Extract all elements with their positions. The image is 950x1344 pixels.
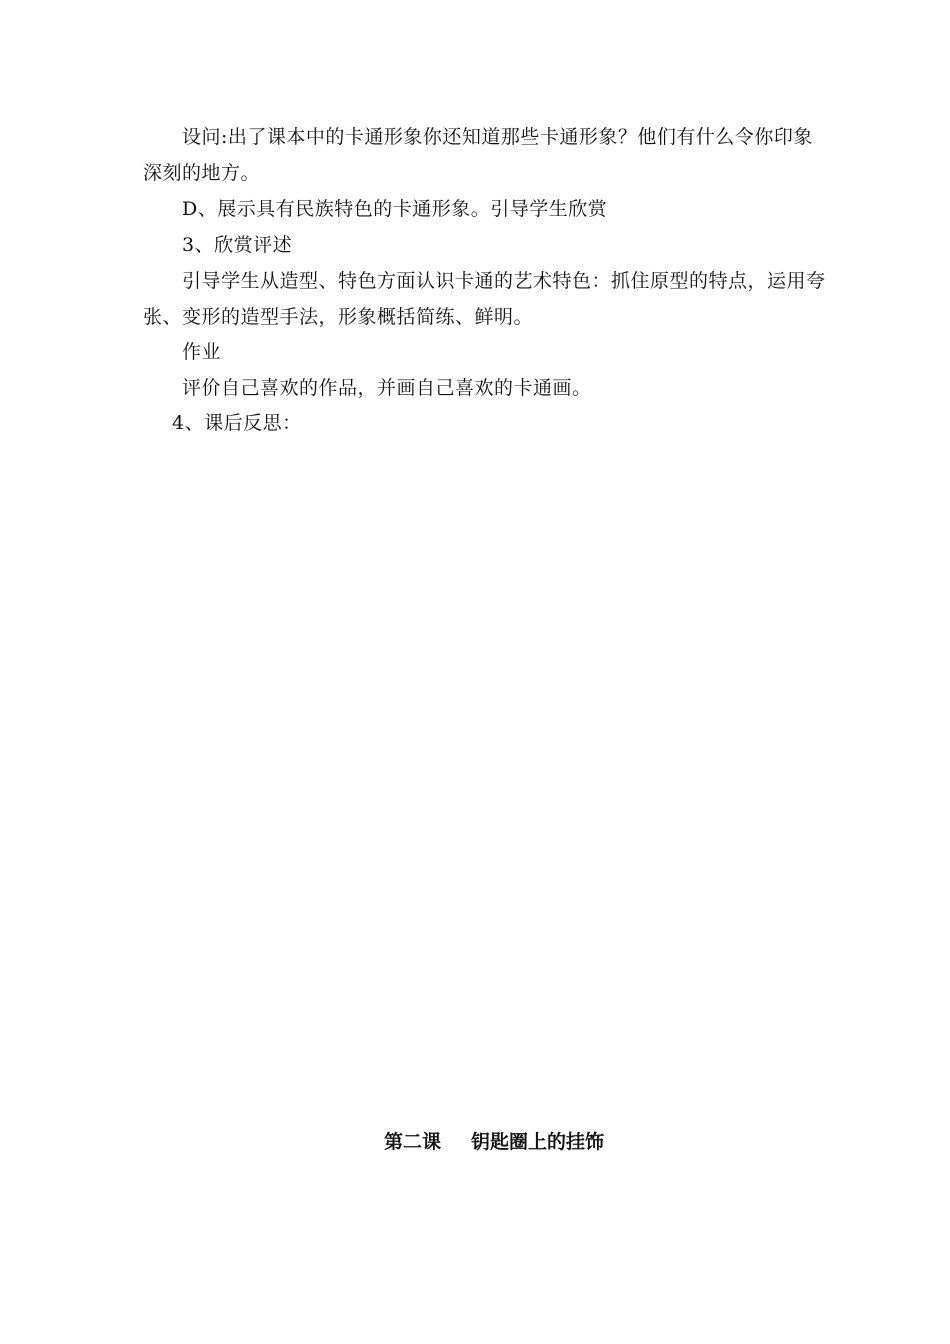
section-heading-homework: 作业 bbox=[182, 341, 222, 363]
section-heading-reflection: 4、课后反思： bbox=[172, 412, 302, 434]
lesson-number: 第二课 bbox=[384, 1131, 442, 1153]
paragraph-step-d: D、展示具有民族特色的卡通形象。引导学生欣赏 bbox=[182, 198, 608, 220]
lesson-title bbox=[384, 1130, 604, 1154]
paragraph-homework: 评价自己喜欢的作品，并画自己喜欢的卡通画。 bbox=[182, 377, 592, 399]
paragraph-guidance-line1: 引导学生从造型、特色方面认识卡通的艺术特色：抓住原型的特点，运用夸 bbox=[182, 270, 826, 292]
section-heading-appreciation: 3、欣赏评述 bbox=[182, 234, 293, 256]
paragraph-guidance-line2: 张、变形的造型手法，形象概括简练、鲜明。 bbox=[143, 306, 534, 328]
paragraph-question-line2: 深刻的地方。 bbox=[143, 162, 261, 184]
paragraph-question-line1: 设问:出了课本中的卡通形象你还知道那些卡通形象？他们有什么令你印象 bbox=[182, 126, 813, 148]
lesson-name: 钥匙圈上的挂饰 bbox=[471, 1131, 605, 1153]
